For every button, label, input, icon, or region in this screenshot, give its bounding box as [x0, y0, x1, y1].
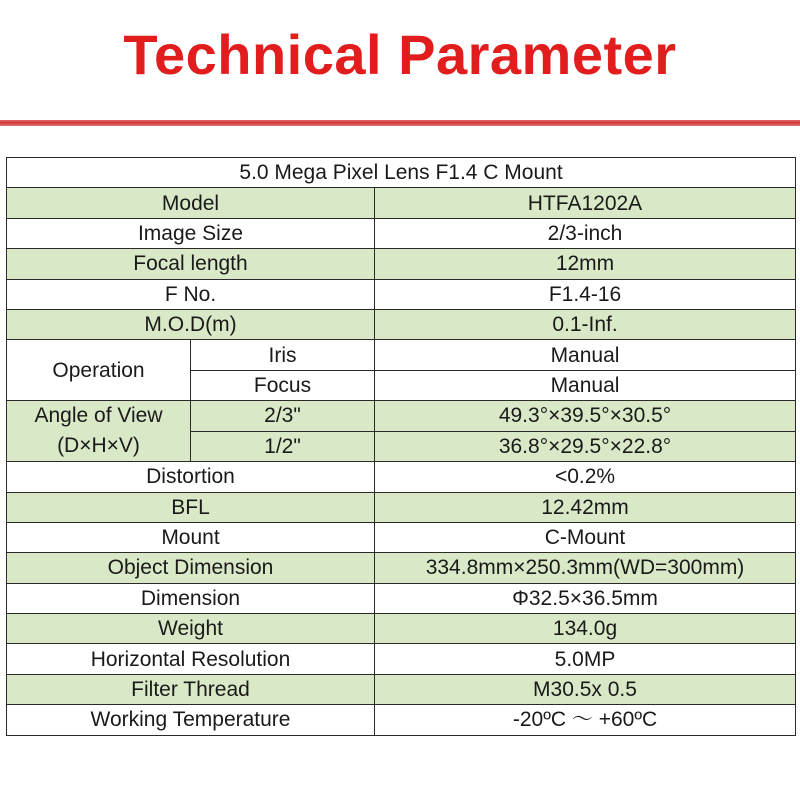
row-label: Weight [7, 614, 375, 644]
table-caption-row [7, 158, 796, 188]
row-label: Filter Thread [7, 674, 375, 704]
row-value: 12.42mm [375, 492, 796, 522]
row-label: Mount [7, 522, 375, 552]
table-row [7, 218, 796, 248]
table-row-operation-iris [7, 340, 796, 370]
aov-sub2-value: 36.8°×29.5°×22.8° [375, 431, 796, 462]
row-label: Model [7, 188, 375, 218]
table-row [7, 462, 796, 492]
row-value: 0.1-Inf. [375, 309, 796, 339]
row-value: C-Mount [375, 522, 796, 552]
focus-label: Focus [191, 370, 375, 400]
table-caption: 5.0 Mega Pixel Lens F1.4 C Mount [7, 158, 796, 188]
operation-label: Operation [7, 340, 191, 401]
row-value: 5.0MP [375, 644, 796, 674]
row-label: Dimension [7, 583, 375, 613]
table-row [7, 309, 796, 339]
row-value: -20ºC ～ +60ºC [375, 705, 796, 735]
row-value: M30.5x 0.5 [375, 674, 796, 704]
row-value: 134.0g [375, 614, 796, 644]
table-row [7, 705, 796, 735]
angle-of-view-label [7, 401, 191, 462]
row-label: M.O.D(m) [7, 309, 375, 339]
table-row [7, 674, 796, 704]
page-title: Technical Parameter [123, 23, 677, 86]
table-row [7, 492, 796, 522]
row-value: 12mm [375, 249, 796, 279]
angle-of-view-label-line2: (D×H×V) [57, 434, 140, 458]
row-value: Φ32.5×36.5mm [375, 583, 796, 613]
table-row [7, 188, 796, 218]
row-label: Focal length [7, 249, 375, 279]
iris-value: Manual [375, 340, 796, 370]
row-label: BFL [7, 492, 375, 522]
row-label: Object Dimension [7, 553, 375, 583]
table-row [7, 614, 796, 644]
row-value: 334.8mm×250.3mm(WD=300mm) [375, 553, 796, 583]
row-value: F1.4-16 [375, 279, 796, 309]
row-label: Image Size [7, 218, 375, 248]
spec-table [6, 157, 796, 736]
row-label: Working Temperature [7, 705, 375, 735]
row-label: Distortion [7, 462, 375, 492]
row-label: F No. [7, 279, 375, 309]
row-value: 2/3-inch [375, 218, 796, 248]
iris-label: Iris [191, 340, 375, 370]
table-row [7, 644, 796, 674]
table-row [7, 583, 796, 613]
row-label: Horizontal Resolution [7, 644, 375, 674]
table-row [7, 553, 796, 583]
table-row [7, 522, 796, 552]
table-row-aov-1 [7, 401, 796, 432]
table-row [7, 249, 796, 279]
angle-of-view-label-line1: Angle of View [34, 404, 163, 428]
aov-sub2-label: 1/2" [191, 431, 375, 462]
focus-value: Manual [375, 370, 796, 400]
row-value: HTFA1202A [375, 188, 796, 218]
title-divider [0, 120, 800, 126]
row-value: <0.2% [375, 462, 796, 492]
aov-sub1-value: 49.3°×39.5°×30.5° [375, 401, 796, 432]
table-row [7, 279, 796, 309]
aov-sub1-label: 2/3" [191, 401, 375, 432]
